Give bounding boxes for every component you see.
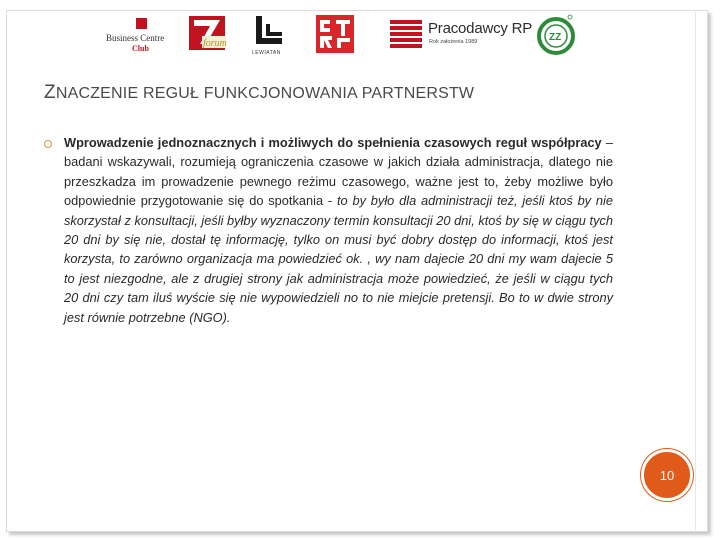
paragraph-bold-part: Wprowadzenie jednoznacznych i możliwych do spełnienia czasowych reguł współpracy bbox=[64, 135, 602, 150]
paragraph-regular-part: – badani wskazywali, rozumieją ograniczenia czasowe w jakich działa administracja, dlatego nie przeszkadza im prowadzenie pewnego reżimu czasowego, ważne jest to, żeby możliwe było odpowiednie przygotowanie się do spotkania - bbox=[64, 135, 613, 209]
title-rest: NACZENIE REGUŁ FUNKCJONOWANIA PARTNERSTW bbox=[55, 85, 475, 102]
page-number: 10 bbox=[659, 467, 675, 483]
title-first-letter: Z bbox=[44, 82, 56, 103]
page-number-badge bbox=[641, 449, 693, 501]
green-ring-logo bbox=[536, 12, 576, 58]
lewiatan-caption: LEWIATAN bbox=[252, 50, 281, 56]
forum-logo bbox=[188, 14, 228, 54]
logo-strip bbox=[100, 12, 590, 62]
forum-logo-text: forum bbox=[203, 38, 227, 49]
bcc-square-icon bbox=[136, 18, 147, 29]
ring-bullet-icon bbox=[44, 140, 52, 148]
red-pattern-logo bbox=[315, 14, 355, 54]
paragraph-italic-quote: to by było dla administracji też, jeśli ktoś by nie skorzystał z konsultacji, jeśli byłby wyznaczony termin konsultacji 20 dni, ktoś by się w ciągu tych 20 dni by się nie, dostał tę informację, tylko on musi być dobry dostęp do informacji, ktoś jest korzysta, to zarówno organizacja ma powiedzieć ok. , wy nam dajecie 20 dni my wam dajecie 5 to jest niezgodne, ale z drugiej strony jak administracja może powiedzieć, że jeśli w ciągu tych 20 dni czy tam iluś wyście się nie wypowiedzieli no to nie miejcie pretensji. Bo to w dwie strony jest równie potrzebne (NGO). bbox=[64, 193, 613, 325]
slide-right-rule bbox=[695, 10, 696, 530]
lewiatan-logo bbox=[252, 14, 286, 60]
bcc-logo-line1: Business Centre bbox=[106, 33, 165, 43]
pracodawcy-rp-logo bbox=[388, 14, 533, 54]
business-centre-club-logo bbox=[106, 18, 178, 60]
slide-title bbox=[44, 82, 684, 104]
ring-logo-text: ZZ bbox=[549, 32, 562, 43]
bcc-logo-line2: Club bbox=[132, 44, 149, 53]
bullet-paragraph bbox=[64, 133, 613, 327]
pracodawcy-name: Pracodawcy RP bbox=[428, 20, 533, 37]
pracodawcy-since: Rok założenia 1989 bbox=[429, 39, 478, 45]
